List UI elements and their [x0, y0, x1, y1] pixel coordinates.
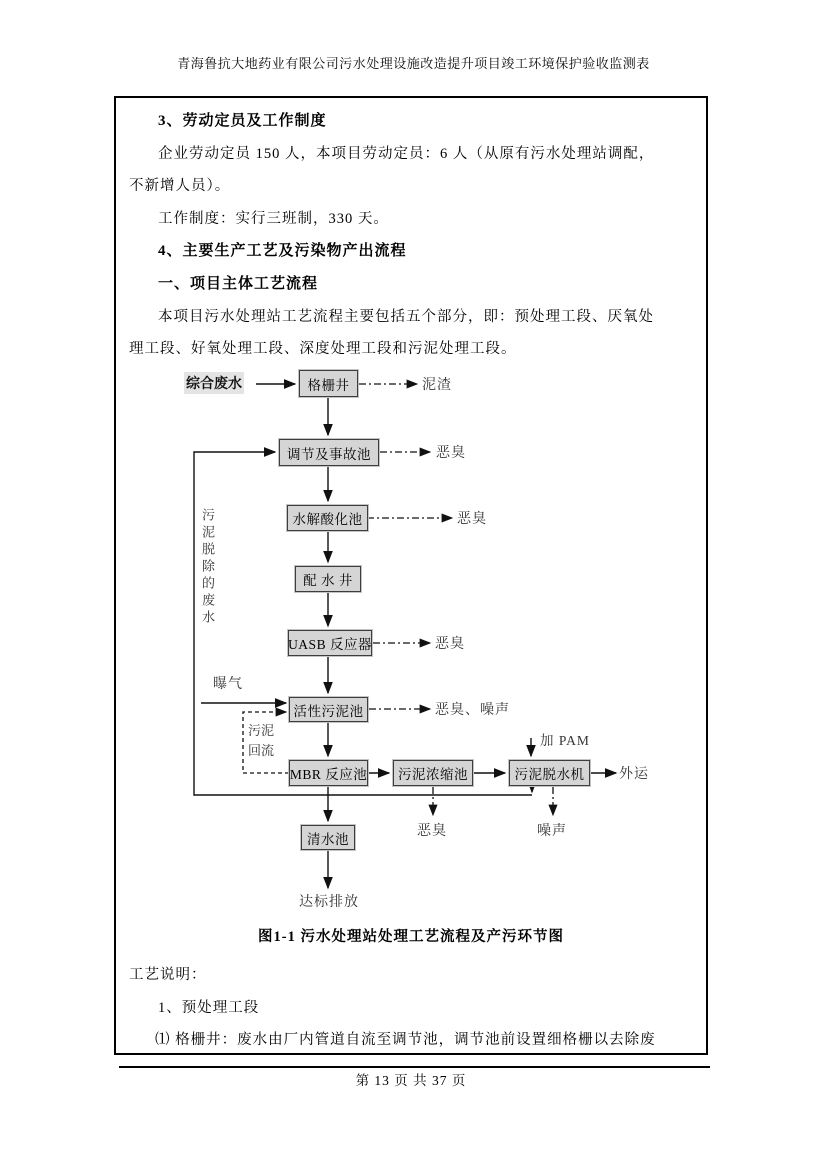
body-line: 工作制度：实行三班制，330 天。 [158, 210, 389, 227]
body-line: 理工段、好氧处理工段、深度处理工段和污泥处理工段。 [129, 341, 517, 358]
body-line: 本项目污水处理站工艺流程主要包括五个部分，即：预处理工段、厌氧处 [158, 308, 654, 325]
flow-node-regulating-tank: 调节及事故池 [279, 439, 379, 466]
notes-line: 1、预处理工段 [158, 999, 260, 1016]
label-aeration: 曝气 [213, 677, 243, 692]
label-sludge-return [248, 721, 274, 761]
output-label-discharge: 达标排放 [299, 895, 359, 910]
output-label-noise-dewaterer: 噪声 [537, 824, 567, 839]
document-header-title: 青海鲁抗大地药业有限公司污水处理设施改造提升项目竣工环境保护验收监测表 [177, 56, 650, 71]
flow-node-hydrolysis-tank: 水解酸化池 [287, 505, 368, 531]
flow-node-uasb-reactor: UASB 反应器 [288, 630, 372, 656]
label-dewatered-wastewater: 污泥脱除的废水 [200, 508, 215, 627]
output-label-odor-uasb: 恶臭 [435, 637, 465, 652]
label-add-pam: 加 PAM [540, 733, 590, 748]
output-label-odor-thickener: 恶臭 [417, 824, 447, 839]
subsection-heading: 一、项目主体工艺流程 [158, 275, 319, 292]
content-border-box [114, 96, 708, 1055]
flow-node-sludge-thickener: 污泥浓缩池 [393, 760, 473, 786]
label-sludge-return-line2: 回流 [248, 743, 275, 758]
flow-node-distribution-well: 配 水 井 [295, 566, 361, 592]
notes-line: ⑴ 格栅井：废水由厂内管道自流至调节池，调节池前设置细格栅以去除废 [155, 1032, 656, 1049]
output-label-odor-hydrolysis: 恶臭 [457, 512, 487, 527]
flow-node-activated-sludge-tank: 活性污泥池 [289, 697, 368, 722]
flowchart-connectors [116, 360, 708, 920]
body-text-block [129, 105, 696, 366]
flow-input-combined-wastewater: 综合废水 [184, 372, 244, 394]
process-flowchart [116, 360, 708, 920]
section3-heading: 3、劳动定员及工作制度 [158, 113, 327, 129]
footer-rule [119, 1066, 710, 1068]
flow-node-mbr-reactor: MBR 反应池 [289, 760, 368, 786]
body-line: 企业劳动定员 150 人，本项目劳动定员：6 人（从原有污水处理站调配， [158, 145, 655, 162]
output-label-odor-noise-activated: 恶臭、噪声 [435, 703, 510, 718]
label-sludge-return-line1: 污泥 [248, 723, 275, 738]
flow-node-sludge-dewaterer: 污泥脱水机 [509, 760, 590, 786]
notes-heading: 工艺说明： [129, 967, 207, 983]
output-label-slag: 泥渣 [422, 378, 452, 393]
output-label-outbound: 外运 [619, 767, 649, 782]
flow-node-grid-well: 格栅井 [299, 370, 358, 397]
line-dewatered-water-return [194, 452, 532, 795]
output-label-odor-regulating: 恶臭 [436, 446, 466, 461]
flow-node-clear-water-tank: 清水池 [301, 825, 355, 850]
page-number-footer: 第 13 页 共 37 页 [355, 1073, 467, 1088]
figure-caption: 图1-1 污水处理站处理工艺流程及产污环节图 [258, 929, 564, 945]
section4-heading: 4、主要生产工艺及污染物产出流程 [158, 243, 407, 260]
process-notes-block [129, 959, 696, 1057]
body-line: 不新增人员）。 [129, 178, 231, 195]
